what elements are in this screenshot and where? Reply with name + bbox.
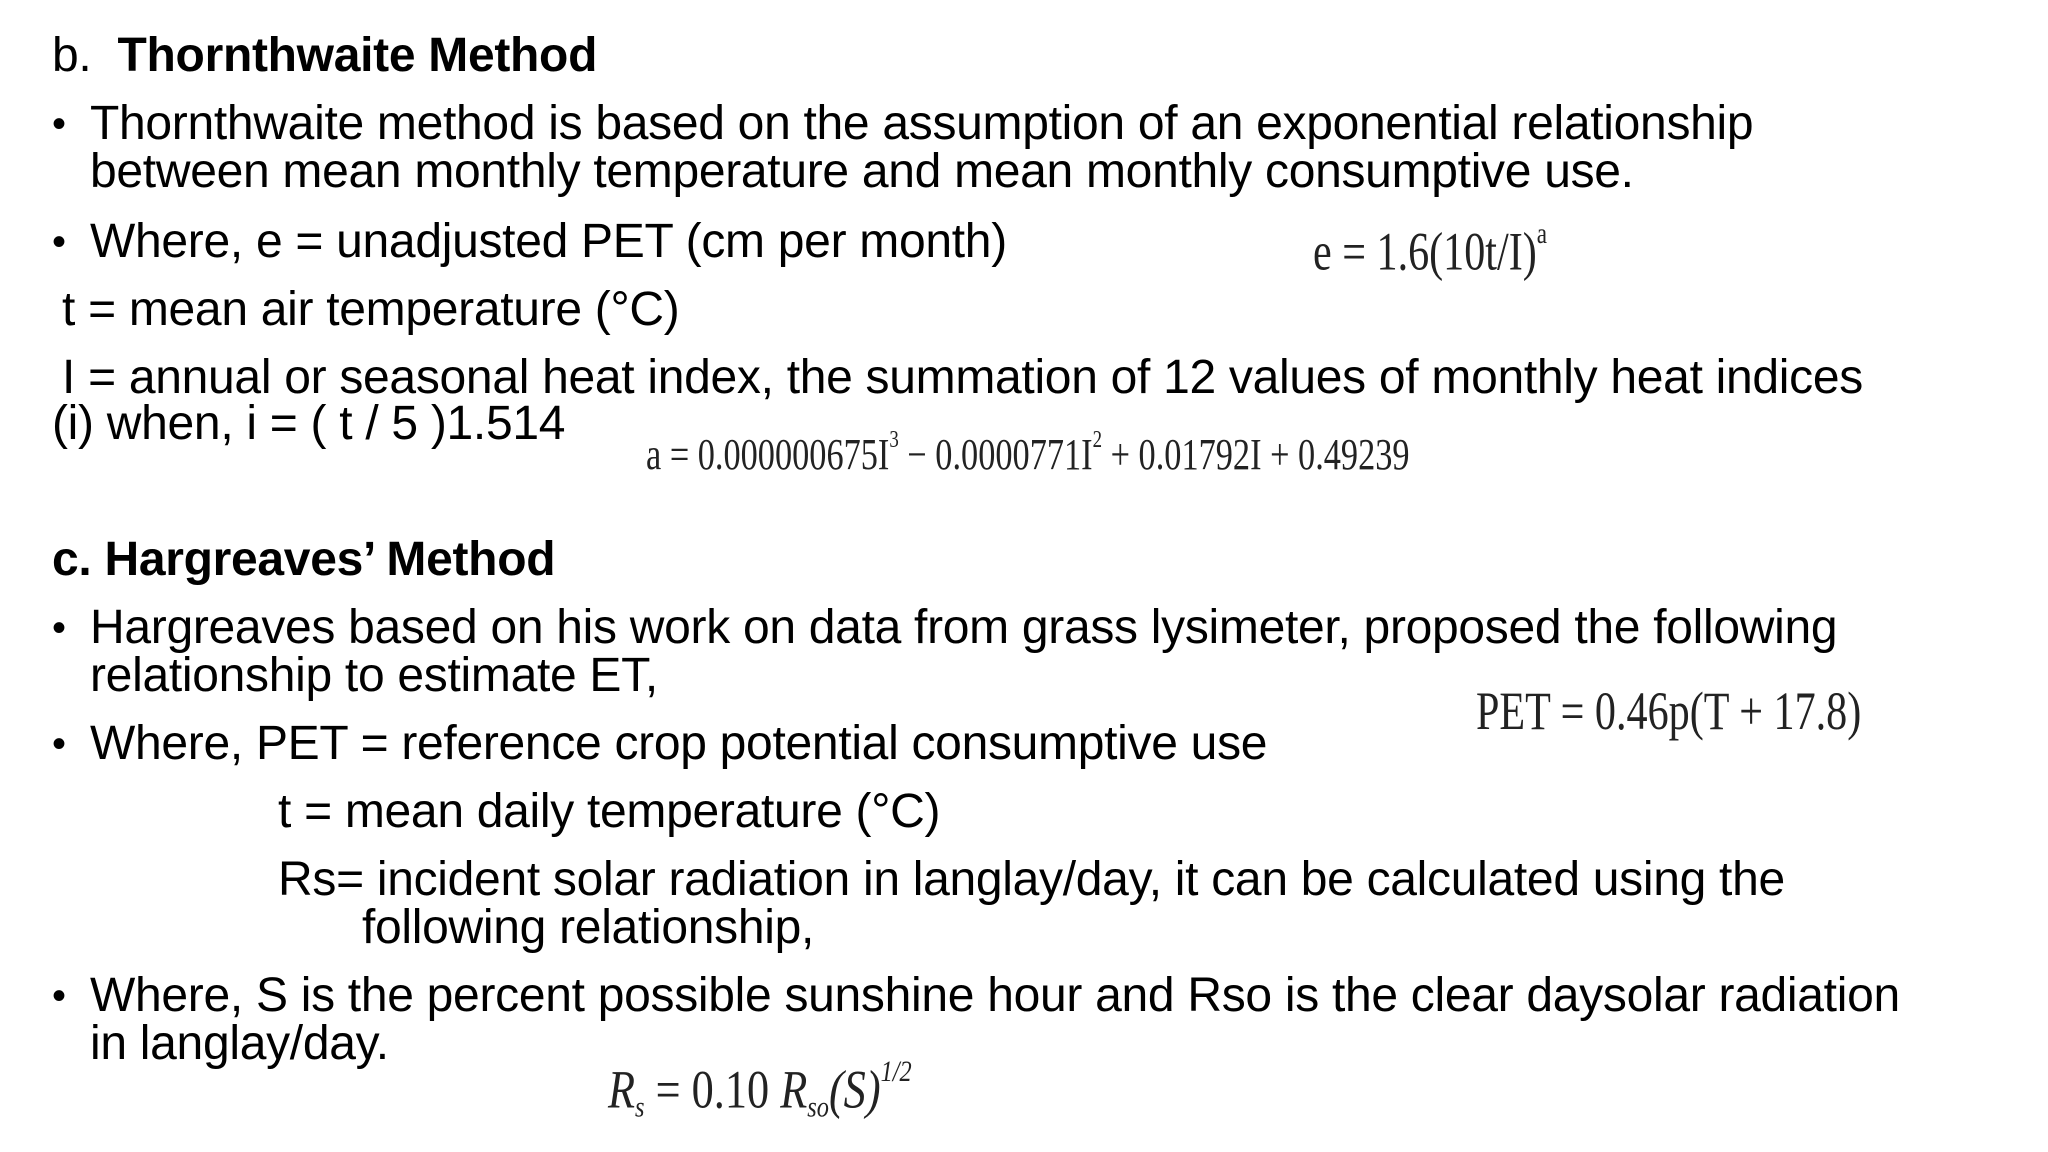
bullet-marker: •: [52, 102, 67, 146]
section-b-prefix: b.: [52, 29, 92, 82]
equation-rs-exponent: 1/2: [880, 1056, 912, 1088]
equation-rso-subscript: so: [807, 1091, 829, 1124]
bullet-marker: •: [52, 220, 67, 264]
equation-rs-symbol: R: [608, 1059, 636, 1120]
bullet-marker: •: [52, 722, 67, 766]
equation-rs-paren: (S): [828, 1059, 881, 1120]
equation-a-term1: a = 0.000000675I: [646, 429, 890, 479]
equation-e-body: e = 1.6(10t/I): [1313, 221, 1537, 282]
thornthwaite-desc-line1: Thornthwaite method is based on the assumption of an exponential relationship: [90, 97, 1754, 150]
thornthwaite-desc-line2: between mean monthly temperature and mean monthly consumptive use.: [90, 145, 1634, 198]
equation-a-term3: + 0.01792I + 0.49239: [1102, 429, 1410, 479]
hargreaves-desc-line2: relationship to estimate ET,: [90, 649, 658, 702]
section-b-title: Thornthwaite Method: [117, 29, 598, 82]
equation-a-exp2: 2: [1092, 426, 1103, 453]
bullet-marker: •: [52, 974, 67, 1018]
thornthwaite-where-e: Where, e = unadjusted PET (cm per month): [90, 215, 1007, 268]
equation-pet-body: PET = 0.46p(T + 17.8): [1476, 681, 1862, 741]
equation-a-exp1: 3: [889, 426, 899, 453]
equation-pet: [1476, 681, 1862, 741]
equation-rs-coefficient: = 0.10: [644, 1059, 781, 1120]
thornthwaite-def-I: I = annual or seasonal heat index, the summation of 12 values of monthly heat indices: [62, 351, 1863, 404]
hargreaves-desc-line1: Hargreaves based on his work on data from grass lysimeter, proposed the following: [90, 601, 1838, 654]
equation-a: [646, 428, 1410, 477]
hargreaves-where-s-line2: in langlay/day.: [90, 1017, 389, 1070]
hargreaves-def-t: t = mean daily temperature (°C): [278, 785, 941, 838]
equation-rso-symbol: R: [780, 1059, 808, 1120]
section-b-heading: [52, 29, 598, 82]
thornthwaite-def-t: t = mean air temperature (°C): [62, 283, 680, 336]
thornthwaite-def-i: (i) when, i = ( t / 5 )1.514: [52, 397, 566, 450]
equation-a-term2: − 0.0000771I: [898, 429, 1093, 479]
equation-e: [1313, 218, 1548, 282]
bullet-marker: •: [52, 606, 67, 650]
equation-rs-subscript: s: [635, 1091, 645, 1124]
hargreaves-where-s-line1: Where, S is the percent possible sunshine hour and Rso is the clear daysolar radiation: [90, 969, 1900, 1022]
hargreaves-def-rs-line2: following relationship,: [362, 901, 815, 954]
equation-e-exponent: a: [1536, 218, 1548, 250]
equation-rs: [608, 1058, 912, 1123]
hargreaves-def-rs-line1: Rs= incident solar radiation in langlay/day, it can be calculated using the: [278, 853, 1785, 906]
hargreaves-where-pet: Where, PET = reference crop potential consumptive use: [90, 717, 1268, 770]
section-c-heading: c. Hargreaves’ Method: [52, 533, 556, 586]
